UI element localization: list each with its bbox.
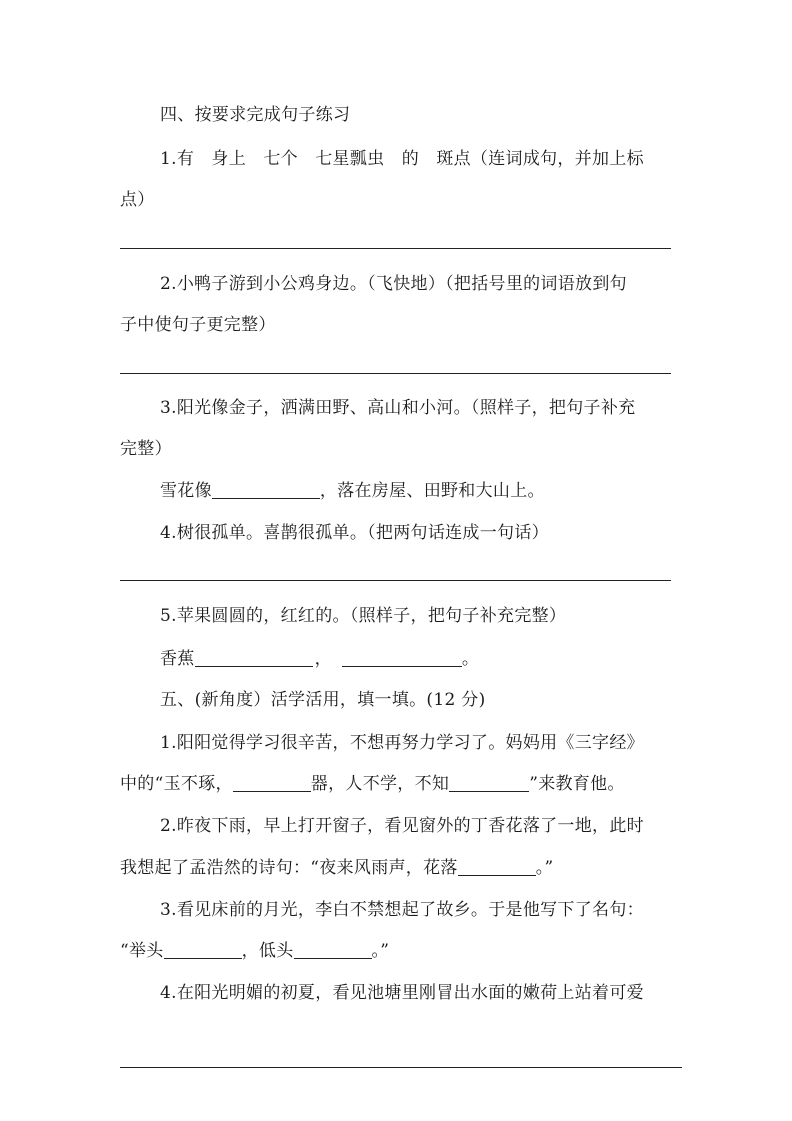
q4-5-fill-suffix: 。 xyxy=(461,649,480,669)
q5-3-line2-b: ，低头 xyxy=(241,941,294,961)
q5-1-line2-b: 器，人不学，不知 xyxy=(310,774,450,794)
answer-line-q4-1[interactable] xyxy=(120,248,671,249)
fill-blank-banana-2[interactable] xyxy=(342,650,462,667)
q4-1-line2: 点） xyxy=(120,190,155,210)
q4-5-line1: 5.苹果圆圆的，红红的。（照样子，把句子补充完整） xyxy=(160,606,567,626)
q5-1-line1: 1.阳阳觉得学习很辛苦，不想再努力学习了。妈妈用《三字经》 xyxy=(160,733,644,753)
q4-1-line1: 1.有 身上 七个 七星瓢虫 的 斑点（连词成句，并加上标 xyxy=(160,149,644,169)
q5-1-line2-c: ”来教育他。 xyxy=(529,774,625,794)
q5-3-line2 xyxy=(120,940,389,962)
q5-2-line2-a: 我想起了孟浩然的诗句：“夜来风雨声，花落 xyxy=(120,858,458,878)
fill-blank-jade[interactable] xyxy=(233,775,311,792)
fill-blank-righteousness[interactable] xyxy=(449,775,529,792)
q4-5-fill xyxy=(160,648,479,670)
q4-3-fill xyxy=(160,480,545,502)
q5-3-line1: 3.看见床前的月光，李白不禁想起了故乡。于是他写下了名句： xyxy=(160,900,644,920)
q4-5-fill-mid: ， xyxy=(314,649,332,669)
q5-3-line2-c: 。” xyxy=(371,941,390,961)
fill-blank-flowers-fall[interactable] xyxy=(458,859,536,876)
q5-4-line1: 4.在阳光明媚的初夏，看见池塘里刚冒出水面的嫩荷上站着可爱 xyxy=(160,983,644,1003)
fill-blank-raise-head[interactable] xyxy=(164,942,242,959)
q4-3-fill-suffix: ，落在房屋、田野和大山上。 xyxy=(319,481,545,501)
section5-title: 五、(新角度）活学活用，填一填。(12 分) xyxy=(160,690,486,710)
q4-5-fill-prefix: 香蕉 xyxy=(160,649,195,669)
q4-3-line2: 完整） xyxy=(120,439,172,459)
q5-2-line2-b: 。” xyxy=(535,858,554,878)
q4-4-line1: 4.树很孤单。喜鹊很孤单。（把两句话连成一句话） xyxy=(160,523,549,543)
q5-2-line2 xyxy=(120,857,554,879)
footer-divider xyxy=(120,1067,682,1068)
answer-line-q4-2[interactable] xyxy=(120,373,671,374)
fill-blank-banana-1[interactable] xyxy=(195,650,313,667)
answer-line-q4-4[interactable] xyxy=(120,580,671,581)
q5-1-line2-a: 中的“玉不琢， xyxy=(120,774,233,794)
q4-2-line2: 子中使句子更完整） xyxy=(120,315,276,335)
fill-blank-lower-head[interactable] xyxy=(294,942,372,959)
q5-3-line2-a: “举头 xyxy=(120,941,164,961)
fill-blank-snowflake[interactable] xyxy=(212,482,320,499)
q5-1-line2 xyxy=(120,773,625,795)
q4-2-line1: 2.小鸭子游到小公鸡身边。（飞快地）（把括号里的词语放到句 xyxy=(160,274,627,294)
q4-3-fill-prefix: 雪花像 xyxy=(160,481,212,501)
q4-3-line1: 3.阳光像金子，洒满田野、高山和小河。（照样子，把句子补充 xyxy=(160,398,636,418)
q5-2-line1: 2.昨夜下雨，早上打开窗子，看见窗外的丁香花落了一地，此时 xyxy=(160,816,644,836)
section4-title: 四、按要求完成句子练习 xyxy=(160,105,351,125)
